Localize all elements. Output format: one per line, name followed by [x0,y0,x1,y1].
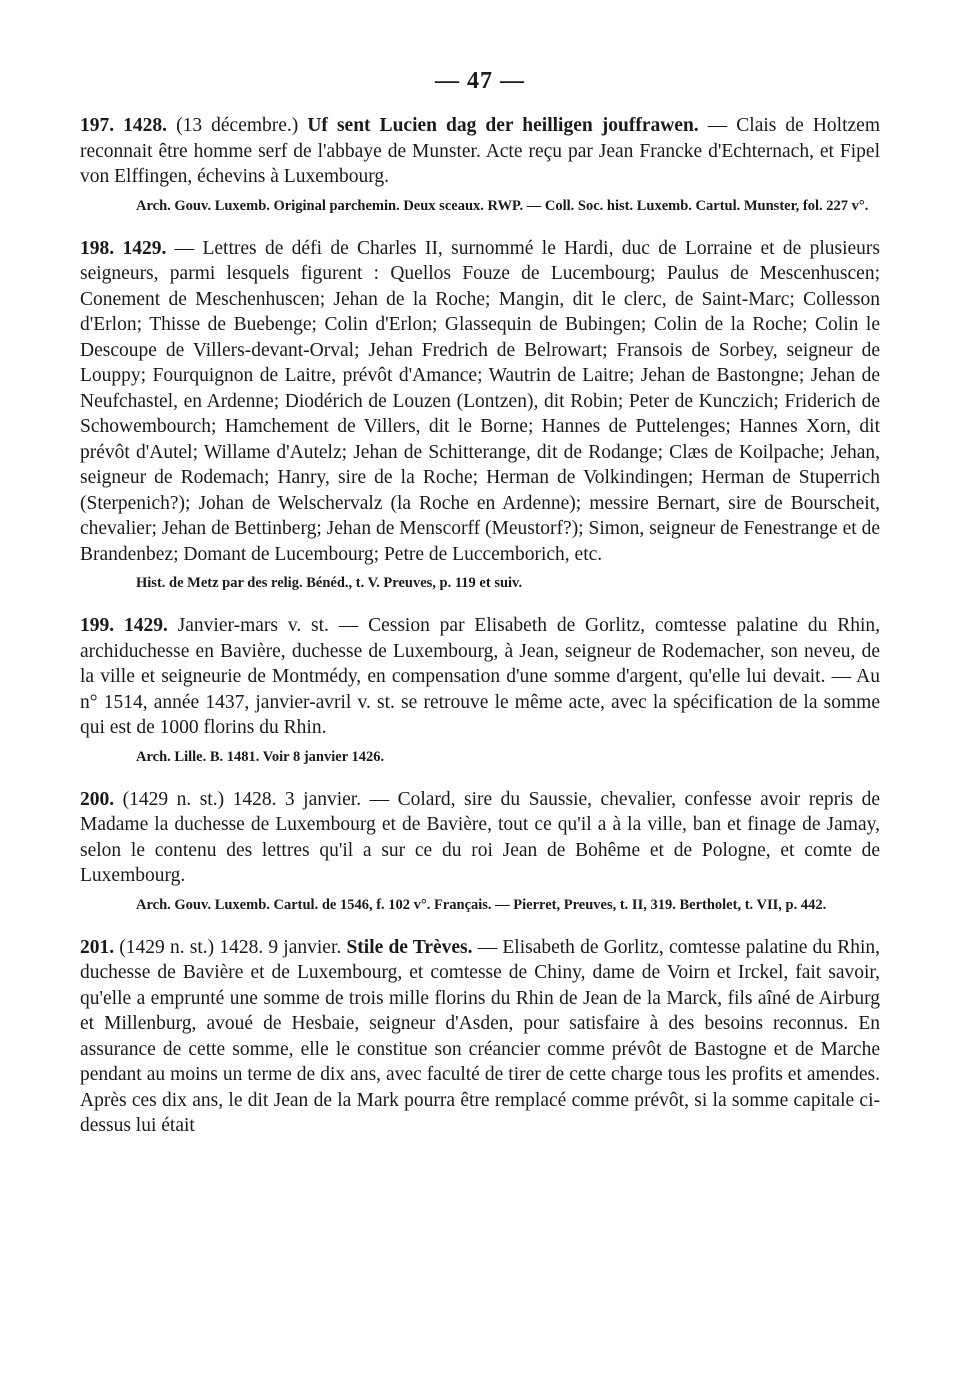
entry-title: Uf sent Lucien dag der heilligen jouffrawen. [307,115,699,136]
entry-number: 198. [80,237,115,259]
document-page [80,68,880,1159]
entry-text: — Clais de Holtzem reconnait être homme serf de l'abbaye de Munster. Acte reçu par Jean Francke d'Echternach, et Fipel von Elffingen, échevins à Luxembourg. [80,115,880,187]
entry-body [80,935,880,1139]
entry-body [80,236,880,568]
entry-number: 197. [80,115,115,136]
entry-body [80,787,880,889]
entry-source: Arch. Gouv. Luxemb. Cartul. de 1546, f. 102 v°. Français. — Pierret, Preuves, t. II, 319. Bertholet, t. VII, p. 442. [136,896,827,913]
entry-text: — Lettres de défi de Charles II, surnommé le Hardi, duc de Lorraine et de plusieurs seigneurs, parmi lesquels figurent : Quellos Fouze de Lucembourg; Paulus de Mescenhuscen; Conement de Meschenhuscen; Jehan de la Roche; Mangin, dit le clerc, de Saint-Marc; Collesson d'Erlon; Thisse de Buebenge; Colin d'Erlon; Glassequin de Bubingen; Colin de la Roche; Colin le Descoupe de Villers-devant-Orval; Jehan Fredrich de Belrowart; Fransois de Sorbey, seigneur de Louppy; Fourquignon de Laitre, prévôt d'Amance; Wautrin de Laitre; Jehan de Bastongne; Jehan de Neufchastel, en Ardenne; Diodérich de Louzen (Lontzen), dit Robin; Peter de Kunczich; Friderich de Schowembourch; Hamchement de Villers, dit le Borne; Hannes de Puttelenges; Hannes Xorn, dit prévôt d'Autel; Willame d'Autelz; Jehan de Schitterange, dit de Rodange; Clæs de Koilpache; Jehan, seigneur de Rodemach; Hanry, sire de la Roche; Herman de Volkindingen; Herman de Stuperrich (Sterpenich?); Johan de Welschervalz (la Roche en Ardenne); messire Bernart, sire de Bourscheit, chevalier; Jehan de Bettinberg; Jehan de Menscorff (Meustorf?); Simon, seigneur de Fenestrange et de Brandenbez; Domant de Lucembourg; Petre de Luccemborich, etc. [80,237,880,565]
entry-text: — Colard, sire du Saussie, chevalier, confesse avoir repris de Madame la duchesse de Luxembourg et de Bavière, tout ce qu'il a à la ville, ban et finage de Jamay, selon le contenu des lettres qu'il a sur ce du roi Jean de Bohême et de Pologne, et comte de Luxembourg. [80,788,880,886]
entry-year: 1429. [122,237,167,259]
entry-text: — Cession par Elisabeth de Gorlitz, comtesse palatine du Rhin, archiduchesse en Bavière, duchesse de Luxembourg, à Jean, seigneur de Rodemacher, son neveu, de la ville et seigneurie de Montmédy, en compensation d'une somme d'argent, qu'elle lui devait. — Au n° 1514, année 1437, janvier-avril v. st. se retrouve le même acte, avec la spécification de la somme qui est de 1000 florins du Rhin. [80,615,881,738]
entry-201 [80,935,880,1139]
entry-title: Stile de Trèves. [346,936,473,958]
entry-body [80,613,880,741]
entry-source: Arch. Gouv. Luxemb. Original parchemin. Deux sceaux. RWP. — Coll. Soc. hist. Luxemb. Cartul. Munster, fol. 227 v°. [136,197,869,214]
page-number: — 47 — [435,68,525,94]
entry-date: (1429 n. st.) 1428. 9 janvier. [114,936,347,958]
entry-date: (1429 n. st.) 1428. 3 janvier. [114,788,362,810]
entry-200 [80,787,880,915]
entry-number: 200. [80,788,115,810]
entry-year: 1429. [123,615,168,636]
entry-body [80,113,880,190]
entry-number: 201. [80,936,115,958]
entry-source: Hist. de Metz par des relig. Bénéd., t. V. Preuves, p. 119 et suiv. [136,575,523,591]
entry-197 [80,113,880,216]
entry-198 [80,236,880,594]
entry-date: Janvier-mars v. st. [167,615,329,636]
entry-date: (13 décembre.) [167,115,308,136]
entry-text: — Elisabeth de Gorlitz, comtesse palatine du Rhin, duchesse de Bavière et de Luxembourg, et comtesse de Chiny, dame de Voirn et Irckel, fait savoir, qu'elle a emprunté une somme de trois mille florins du Rhin de Jean de la Marck, fils aîné de Airburg et Millenburg, avoué de Hesbaie, seigneur d'Asden, pour satisfaire à des besoins reconnus. En assurance de cette somme, elle le constitue son créancier comme prévôt de Bastogne et de Marche pendant au moins un terme de dix ans, avec faculté de tirer de cette charge tous les profits et amendes. Après ces dix ans, le dit Jean de la Mark pourra être remplacé comme prévôt, si la somme capitale ci-dessus lui était [80,936,881,1136]
entry-year: 1428. [123,115,168,136]
entry-number: 199. [80,615,115,636]
entry-source: Arch. Lille. B. 1481. Voir 8 janvier 1426. [136,748,385,765]
entry-199 [80,613,880,767]
